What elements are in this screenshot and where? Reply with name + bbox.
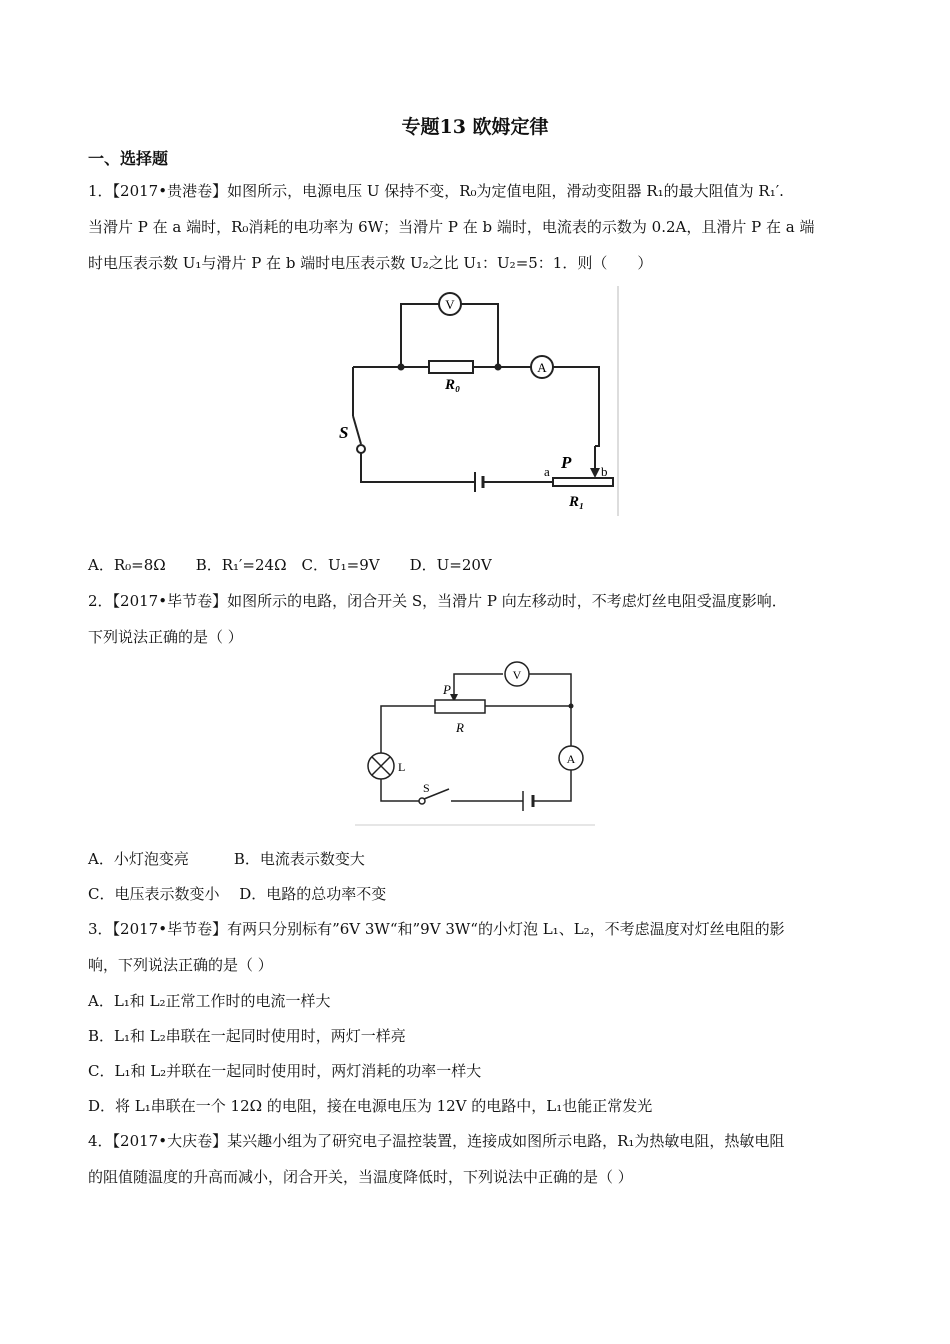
q2-text-line-2: 下列说法正确的是（ ） [88,628,243,646]
q2-switch-label: S [423,781,430,795]
q2-options-c-d: C．电压表示数变小 D．电路的总功率不变 [88,885,387,903]
q1-circuit-diagram [333,286,619,516]
q1-rheostat-r1 [553,478,613,486]
q1-text-line-2: 当滑片 P 在 a 端时，R₀消耗的电功率为 6W；当滑片 P 在 b 端时，电流表的示数为 0.2A，且滑片 P 在 a 端 [88,218,815,236]
q2-circuit-diagram [355,658,595,826]
q1-switch-label: S [339,423,349,442]
q2-text-line-1: 2．【2017•毕节卷】如图所示的电路，闭合开关 S，当滑片 P 向左移动时，不考虑灯丝电阻受温度影响． [88,592,787,610]
q2-options-a-b: A．小灯泡变亮 B．电流表示数变大 [88,850,365,868]
q3-text-line-2: 响，下列说法正确的是（ ） [88,956,273,974]
q1-slider-label: P [561,453,572,472]
q2-voltmeter-label: V [512,668,522,682]
q1-text-line-1: 1．【2017•贵港卷】如图所示，电源电压 U 保持不变，R₀为定值电阻，滑动变阻器 R₁的最大阻值为 R₁′. [88,182,784,200]
q3-option-b: B．L₁和 L₂串联在一起同时使用时，两灯一样亮 [88,1027,406,1045]
q2-resistor-r [435,700,485,713]
q3-option-a: A．L₁和 L₂正常工作时的电流一样大 [88,992,331,1010]
section-heading: 一、选择题 [88,149,169,168]
q1-junction-right [495,364,502,371]
q1-switch-contact [357,445,365,453]
q1-text-line-3: 时电压表示数 U₁与滑片 P 在 b 端时电压表示数 U₂之比 U₁：U₂=5：1．则（ ） [88,254,653,272]
q3-option-d: D．将 L₁串联在一个 12Ω 的电阻，接在电源电压为 12V 的电路中，L₁也能正常发光 [88,1097,653,1115]
q2-ammeter-label: A [566,752,576,766]
q1-options: A．R₀=8Ω B．R₁′=24Ω C．U₁=9V D．U=20V [88,556,492,574]
page-title: 专题13 欧姆定律 [401,116,549,138]
q1-end-a-label: a [544,464,550,479]
q1-junction-left [398,364,405,371]
q1-resistor-r0 [429,361,473,373]
q2-lamp-label: L [398,760,406,774]
q1-voltmeter-label: V [445,297,455,312]
q4-text-line-2: 的阻值随温度的升高而减小，闭合开关，当温度降低时，下列说法中正确的是（ ） [88,1168,633,1186]
q1-r0-label: R₀ [445,377,461,393]
q1-end-b-label: b [601,464,608,479]
q1-ammeter-label: A [537,360,547,375]
q1-r1-label: R₁ [569,494,585,510]
q4-text-line-1: 4．【2017•大庆卷】某兴趣小组为了研究电子温控装置，连接成如图所示电路，R₁为热敏电阻，热敏电阻 [88,1132,785,1150]
q3-text-line-1: 3．【2017•毕节卷】有两只分别标有”6V 3W“和”9V 3W“的小灯泡 L₁、L₂，不考虑温度对灯丝电阻的影 [88,920,785,938]
q2-slider-label: P [443,682,451,697]
q2-resistor-label: R [456,720,464,735]
q3-option-c: C．L₁和 L₂并联在一起同时使用时，两灯消耗的功率一样大 [88,1062,482,1080]
